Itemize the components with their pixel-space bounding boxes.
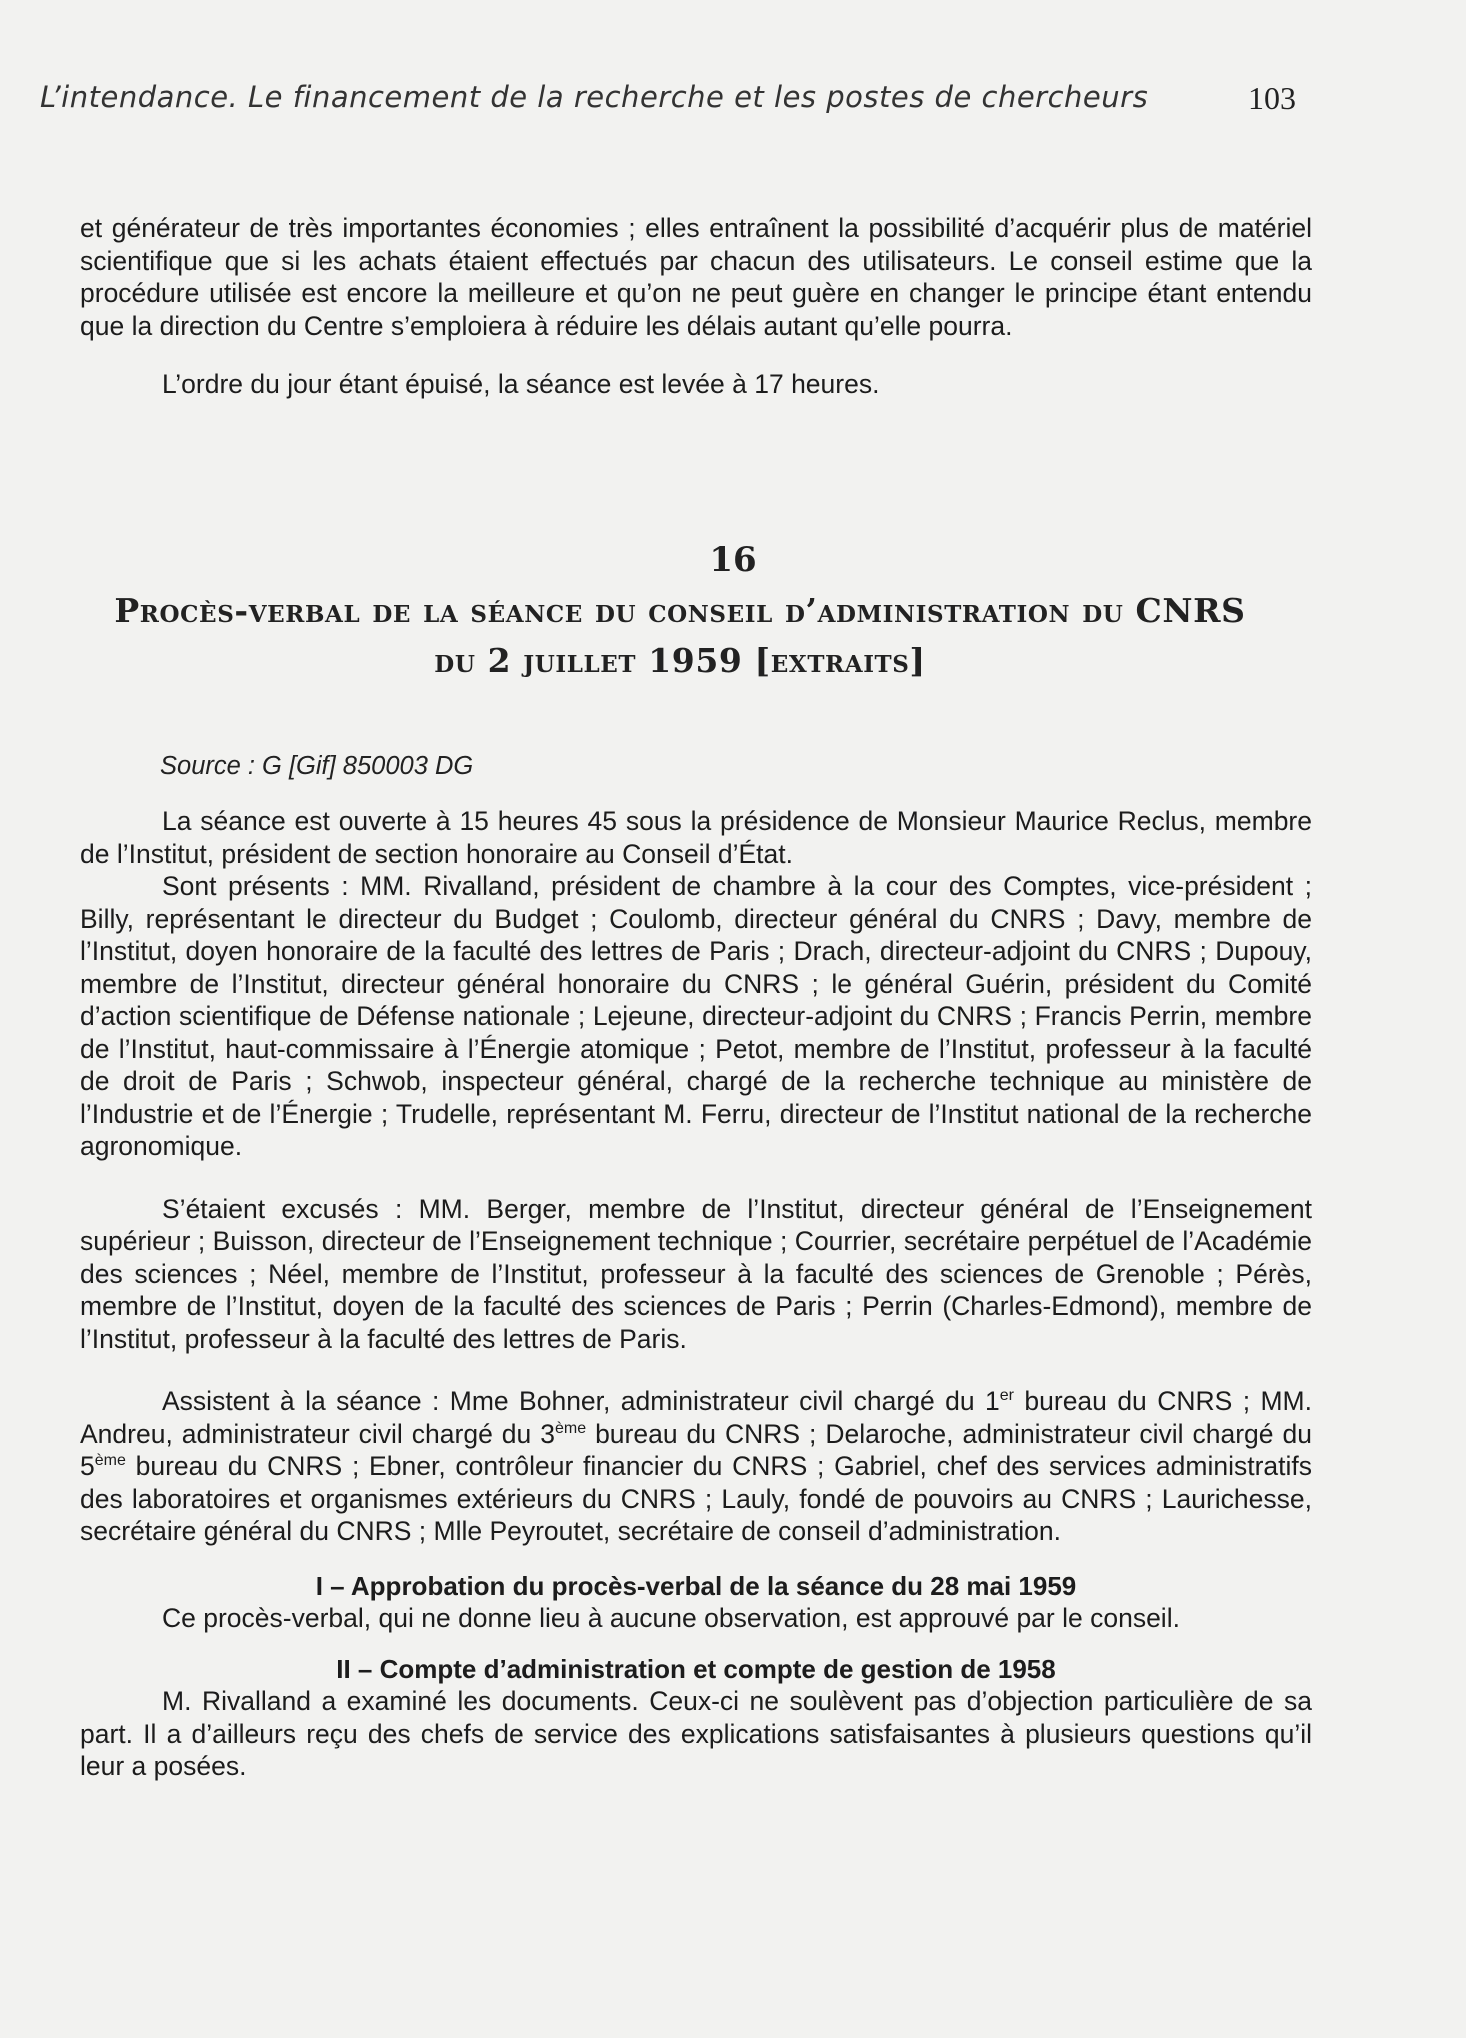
previous-section-text xyxy=(80,212,1312,401)
closing-line: L’ordre du jour étant épuisé, la séance est levée à 17 heures. xyxy=(162,369,880,399)
present-members-paragraph: Sont présents : MM. Rivalland, président de chambre à la cour des Comptes, vice-président ; Billy, représentant le directeur du Budget ; Coulomb, directeur général du CNRS ; Davy, membre de l’Institut, doyen honoraire de la faculté des lettres de Paris ; Drach, directeur-adjoint du CNRS ; Dupouy, membre de l’Institut, directeur général honoraire du CNRS ; le général Guérin, président du Comité d’action scientifique de Défense nationale ; Lejeune, directeur-adjoint du CNRS ; Francis Perrin, membre de l’Institut, haut-commissaire à l’Énergie atomique ; Petot, membre de l’Institut, professeur à la faculté de droit de Paris ; Schwob, inspecteur général, chargé de la recherche technique au ministère de l’Industrie et de l’Énergie ; Trudelle, représentant M. Ferru, directeur de l’Institut national de la recherche agronomique. xyxy=(80,871,1312,1161)
section-1-heading: I – Approbation du procès-verbal de la séance du 28 mai 1959 xyxy=(315,1570,1077,1601)
attendees-text-4: bureau du CNRS ; Ebner, contrôleur financier du CNRS ; Gabriel, chef des services administratifs des laboratoires et organismes extérieurs du CNRS ; Lauly, fondé de pouvoirs au CNRS ; Laurichesse, secrétaire général du CNRS ; Mlle Peyroutet, secrétaire de conseil d’administration. xyxy=(80,1451,1312,1546)
section-1-body: Ce procès-verbal, qui ne donne lieu à aucune observation, est approuvé par le conseil. xyxy=(162,1603,1180,1633)
opening-paragraph: La séance est ouverte à 15 heures 45 sous la présidence de Monsieur Maurice Reclus, membre de l’Institut, président de section honoraire au Conseil d’État. xyxy=(80,806,1312,869)
section-1 xyxy=(80,1570,1312,1635)
chapter-title xyxy=(60,586,1300,686)
running-header: L’intendance. Le financement de la recherche et les postes de chercheurs xyxy=(40,80,1149,114)
superscript-3: ème xyxy=(94,1452,126,1470)
section-2-heading: II – Compte d’administration et compte de gestion de 1958 xyxy=(336,1653,1056,1684)
continued-paragraph: et générateur de très importantes économies ; elles entraînent la possibilité d’acquérir plus de matériel scientifique que si les achats étaient effectués par chacun des utilisateurs. Le conseil estime que la procédure utilisée est encore la meilleure et qu’on ne peut guère en changer le principe étant entendu que la direction du Centre s’emploiera à réduire les délais autant qu’elle pourra. xyxy=(80,213,1312,341)
page-number: 103 xyxy=(1248,80,1296,116)
superscript-1: er xyxy=(999,1387,1014,1405)
section-2 xyxy=(80,1653,1312,1783)
minutes-body xyxy=(80,805,1312,1783)
chapter-title-line-1: Procès-verbal de la séance du conseil d’administration du CNRS xyxy=(114,591,1246,630)
chapter-title-line-2: du 2 juillet 1959 [extraits] xyxy=(434,641,926,680)
excused-members-paragraph: S’étaient excusés : MM. Berger, membre de l’Institut, directeur général de l’Enseignement supérieur ; Buisson, directeur de l’Enseignement technique ; Courrier, secrétaire perpétuel de l’Académie des sciences ; Néel, membre de l’Institut, professeur à la faculté des sciences de Grenoble ; Pérès, membre de l’Institut, doyen de la faculté des sciences de Paris ; Perrin (Charles-Edmond), membre de l’Institut, professeur à la faculté des lettres de Paris. xyxy=(80,1193,1312,1354)
attendees-text-1: Assistent à la séance : Mme Bohner, administrateur civil chargé du 1 xyxy=(162,1386,1000,1416)
chapter-number: 16 xyxy=(709,540,757,580)
section-2-body: M. Rivalland a examiné les documents. Ceux-ci ne soulèvent pas d’objection particulière de sa part. Il a d’ailleurs reçu des chefs de service des explications satisfaisantes à plusieurs questions qu’il leur a posées. xyxy=(80,1686,1312,1781)
attendees-text-2: bureau du CNRS ; MM. Andreu, administrateur civil chargé du 3 xyxy=(80,1386,1312,1449)
source-reference: Source : G [Gif] 850003 DG xyxy=(160,752,474,780)
attendees-text-3: bureau du CNRS ; Delaroche, administrateur civil chargé du 5 xyxy=(80,1418,1312,1481)
attendees-paragraph xyxy=(80,1385,1312,1548)
superscript-2: ème xyxy=(554,1419,587,1437)
